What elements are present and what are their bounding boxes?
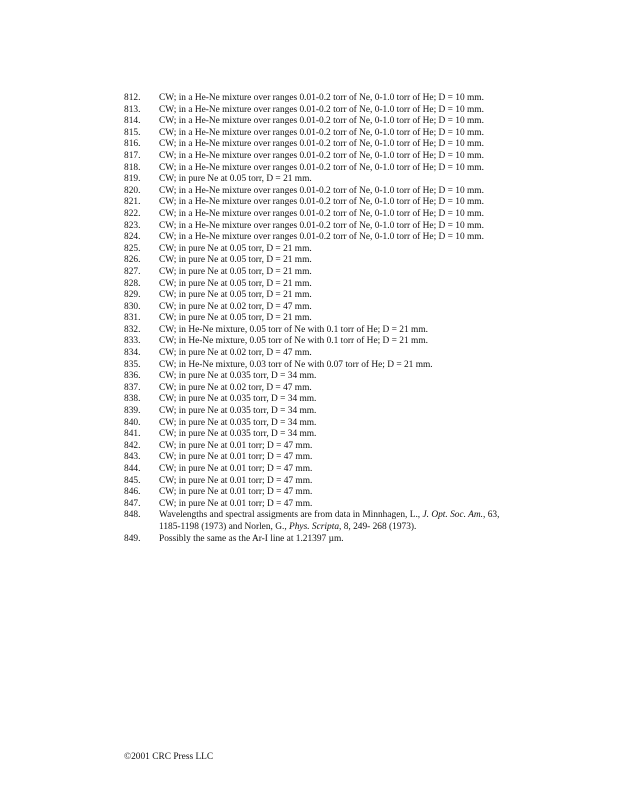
note-text: CW; in pure Ne at 0.035 torr, D = 34 mm. [159,417,317,428]
note-text: CW; in pure Ne at 0.05 torr, D = 21 mm. [159,313,312,324]
note-item [124,139,504,151]
note-text: CW; in a He-Ne mixture over ranges 0.01-0.2 torr of Ne, 0-1.0 torr of He; D = 10 mm. [159,232,484,243]
note-text: CW; in pure Ne at 0.01 torr; D = 47 mm. [159,464,313,474]
note-item [124,232,504,244]
note-text: CW; in a He-Ne mixture over ranges 0.01-0.2 torr of Ne, 0-1.0 torr of He; D = 10 mm. [159,116,484,127]
note-number: 842. [124,440,141,451]
note-text: CW; in pure Ne at 0.01 torr; D = 47 mm. [159,440,313,451]
note-number: 824. [124,232,141,243]
note-item [124,93,504,105]
note-number: 830. [124,301,141,312]
note-number: 843. [124,452,141,463]
note-number: 848. [124,510,141,521]
note-text: CW; in a He-Ne mixture over ranges 0.01-0.2 torr of Ne, 0-1.0 torr of He; D = 10 mm. [159,220,484,231]
note-item [124,464,504,476]
note-number: 816. [124,139,141,150]
note-number: 826. [124,255,141,266]
note-text: CW; in pure Ne at 0.02 torr, D = 47 mm. [159,301,312,312]
note-item [124,197,504,209]
note-number: 813. [124,104,141,115]
note-number: 820. [124,185,141,196]
note-number: 846. [124,487,141,498]
note-text: CW; in pure Ne at 0.05 torr, D = 21 mm. [159,290,312,301]
note-item [124,279,504,291]
note-number: 837. [124,382,141,393]
note-item [124,360,504,372]
note-text: CW; in pure Ne at 0.05 torr, D = 21 mm. [159,243,312,254]
note-text: CW; in He-Ne mixture, 0.03 torr of Ne with 0.07 torr of He; D = 21 mm. [159,359,433,370]
note-item [124,105,504,117]
note-item [124,452,504,464]
note-item [124,429,504,441]
note-text: CW; in pure Ne at 0.02 torr, D = 47 mm. [159,382,312,393]
copyright-footer: ©2001 CRC Press LLC [124,752,214,762]
note-number: 828. [124,278,141,289]
note-text: CW; in a He-Ne mixture over ranges 0.01-0.2 torr of Ne, 0-1.0 torr of He; D = 10 mm. [159,162,484,173]
note-text: CW; in pure Ne at 0.05 torr, D = 21 mm. [159,266,312,277]
note-text: Wavelengths and spectral assigments are from data in Minnhagen, L., J. Opt. Soc. Am., 63, 1185-1198 (1973) and Norlen, G., Phys. Scripta, 8, 249- 268 (1973). [159,510,500,532]
note-item [124,267,504,279]
note-number: 822. [124,208,141,219]
note-item [124,290,504,302]
note-number: 818. [124,162,141,173]
note-item [124,186,504,198]
note-text: CW; in a He-Ne mixture over ranges 0.01-0.2 torr of Ne, 0-1.0 torr of He; D = 10 mm. [159,185,484,196]
note-text: CW; in pure Ne at 0.05 torr, D = 21 mm. [159,174,312,185]
note-number: 823. [124,220,141,231]
note-item [124,302,504,314]
note-item [124,151,504,163]
note-text: CW; in a He-Ne mixture over ranges 0.01-0.2 torr of Ne, 0-1.0 torr of He; D = 10 mm. [159,139,484,150]
note-number: 812. [124,93,141,103]
note-text: CW; in pure Ne at 0.01 torr; D = 47 mm. [159,498,313,509]
note-item [124,325,504,337]
note-item [124,221,504,233]
note-text: CW; in pure Ne at 0.05 torr, D = 21 mm. [159,255,312,266]
note-item [124,406,504,418]
note-item [124,348,504,360]
note-number: 825. [124,243,141,254]
notes-list [124,93,504,545]
note-item [124,441,504,453]
note-text: CW; in a He-Ne mixture over ranges 0.01-0.2 torr of Ne, 0-1.0 torr of He; D = 10 mm. [159,93,484,103]
note-text: CW; in pure Ne at 0.05 torr, D = 21 mm. [159,278,312,289]
note-text: CW; in a He-Ne mixture over ranges 0.01-0.2 torr of Ne, 0-1.0 torr of He; D = 10 mm. [159,150,484,161]
note-number: 827. [124,266,141,277]
note-text: Possibly the same as the Ar-I line at 1.21397 µm. [159,533,344,544]
note-number: 831. [124,313,141,324]
note-number: 833. [124,336,141,347]
note-text: CW; in a He-Ne mixture over ranges 0.01-0.2 torr of Ne, 0-1.0 torr of He; D = 10 mm. [159,197,484,208]
note-item-849 [124,534,504,546]
note-text: CW; in pure Ne at 0.035 torr, D = 34 mm. [159,371,317,382]
note-item-848 [124,510,504,533]
note-item [124,128,504,140]
note-item [124,255,504,267]
note-number: 835. [124,359,141,370]
note-text: CW; in pure Ne at 0.02 torr, D = 47 mm. [159,348,312,359]
note-number: 832. [124,324,141,335]
note-text: CW; in a He-Ne mixture over ranges 0.01-0.2 torr of Ne, 0-1.0 torr of He; D = 10 mm. [159,104,484,115]
note-number: 834. [124,348,141,359]
note-text: CW; in pure Ne at 0.01 torr; D = 47 mm. [159,487,313,498]
note-text: CW; in pure Ne at 0.01 torr; D = 47 mm. [159,452,313,463]
note-number: 819. [124,174,141,185]
note-text: CW; in pure Ne at 0.035 torr, D = 34 mm. [159,429,317,440]
note-number: 838. [124,394,141,405]
journal-name: J. Opt. Soc. Am. [422,510,483,521]
note-item [124,383,504,395]
note-item [124,244,504,256]
journal-name: Phys. Scripta [289,521,340,532]
note-text: CW; in a He-Ne mixture over ranges 0.01-0.2 torr of Ne, 0-1.0 torr of He; D = 10 mm. [159,208,484,219]
note-text: CW; in He-Ne mixture, 0.05 torr of Ne with 0.1 torr of He; D = 21 mm. [159,324,428,335]
note-item [124,313,504,325]
note-item [124,499,504,511]
note-item [124,418,504,430]
note-text: CW; in pure Ne at 0.01 torr; D = 47 mm. [159,475,313,486]
note-text: CW; in He-Ne mixture, 0.05 torr of Ne with 0.1 torr of He; D = 21 mm. [159,336,428,347]
note-number: 839. [124,406,141,417]
note-item [124,487,504,499]
note-item [124,209,504,221]
note-number: 829. [124,290,141,301]
note-text: CW; in pure Ne at 0.035 torr, D = 34 mm. [159,406,317,417]
note-number: 845. [124,475,141,486]
note-number: 817. [124,150,141,161]
note-item [124,476,504,488]
note-item [124,116,504,128]
note-number: 849. [124,533,141,544]
note-item [124,371,504,383]
note-number: 847. [124,498,141,509]
note-number: 821. [124,197,141,208]
note-item [124,163,504,175]
note-number: 840. [124,417,141,428]
note-item [124,394,504,406]
note-item [124,174,504,186]
note-number: 814. [124,116,141,127]
note-item [124,336,504,348]
note-text: CW; in a He-Ne mixture over ranges 0.01-0.2 torr of Ne, 0-1.0 torr of He; D = 10 mm. [159,127,484,138]
note-number: 836. [124,371,141,382]
note-number: 815. [124,127,141,138]
note-text: CW; in pure Ne at 0.035 torr, D = 34 mm. [159,394,317,405]
note-number: 841. [124,429,141,440]
note-number: 844. [124,464,141,474]
